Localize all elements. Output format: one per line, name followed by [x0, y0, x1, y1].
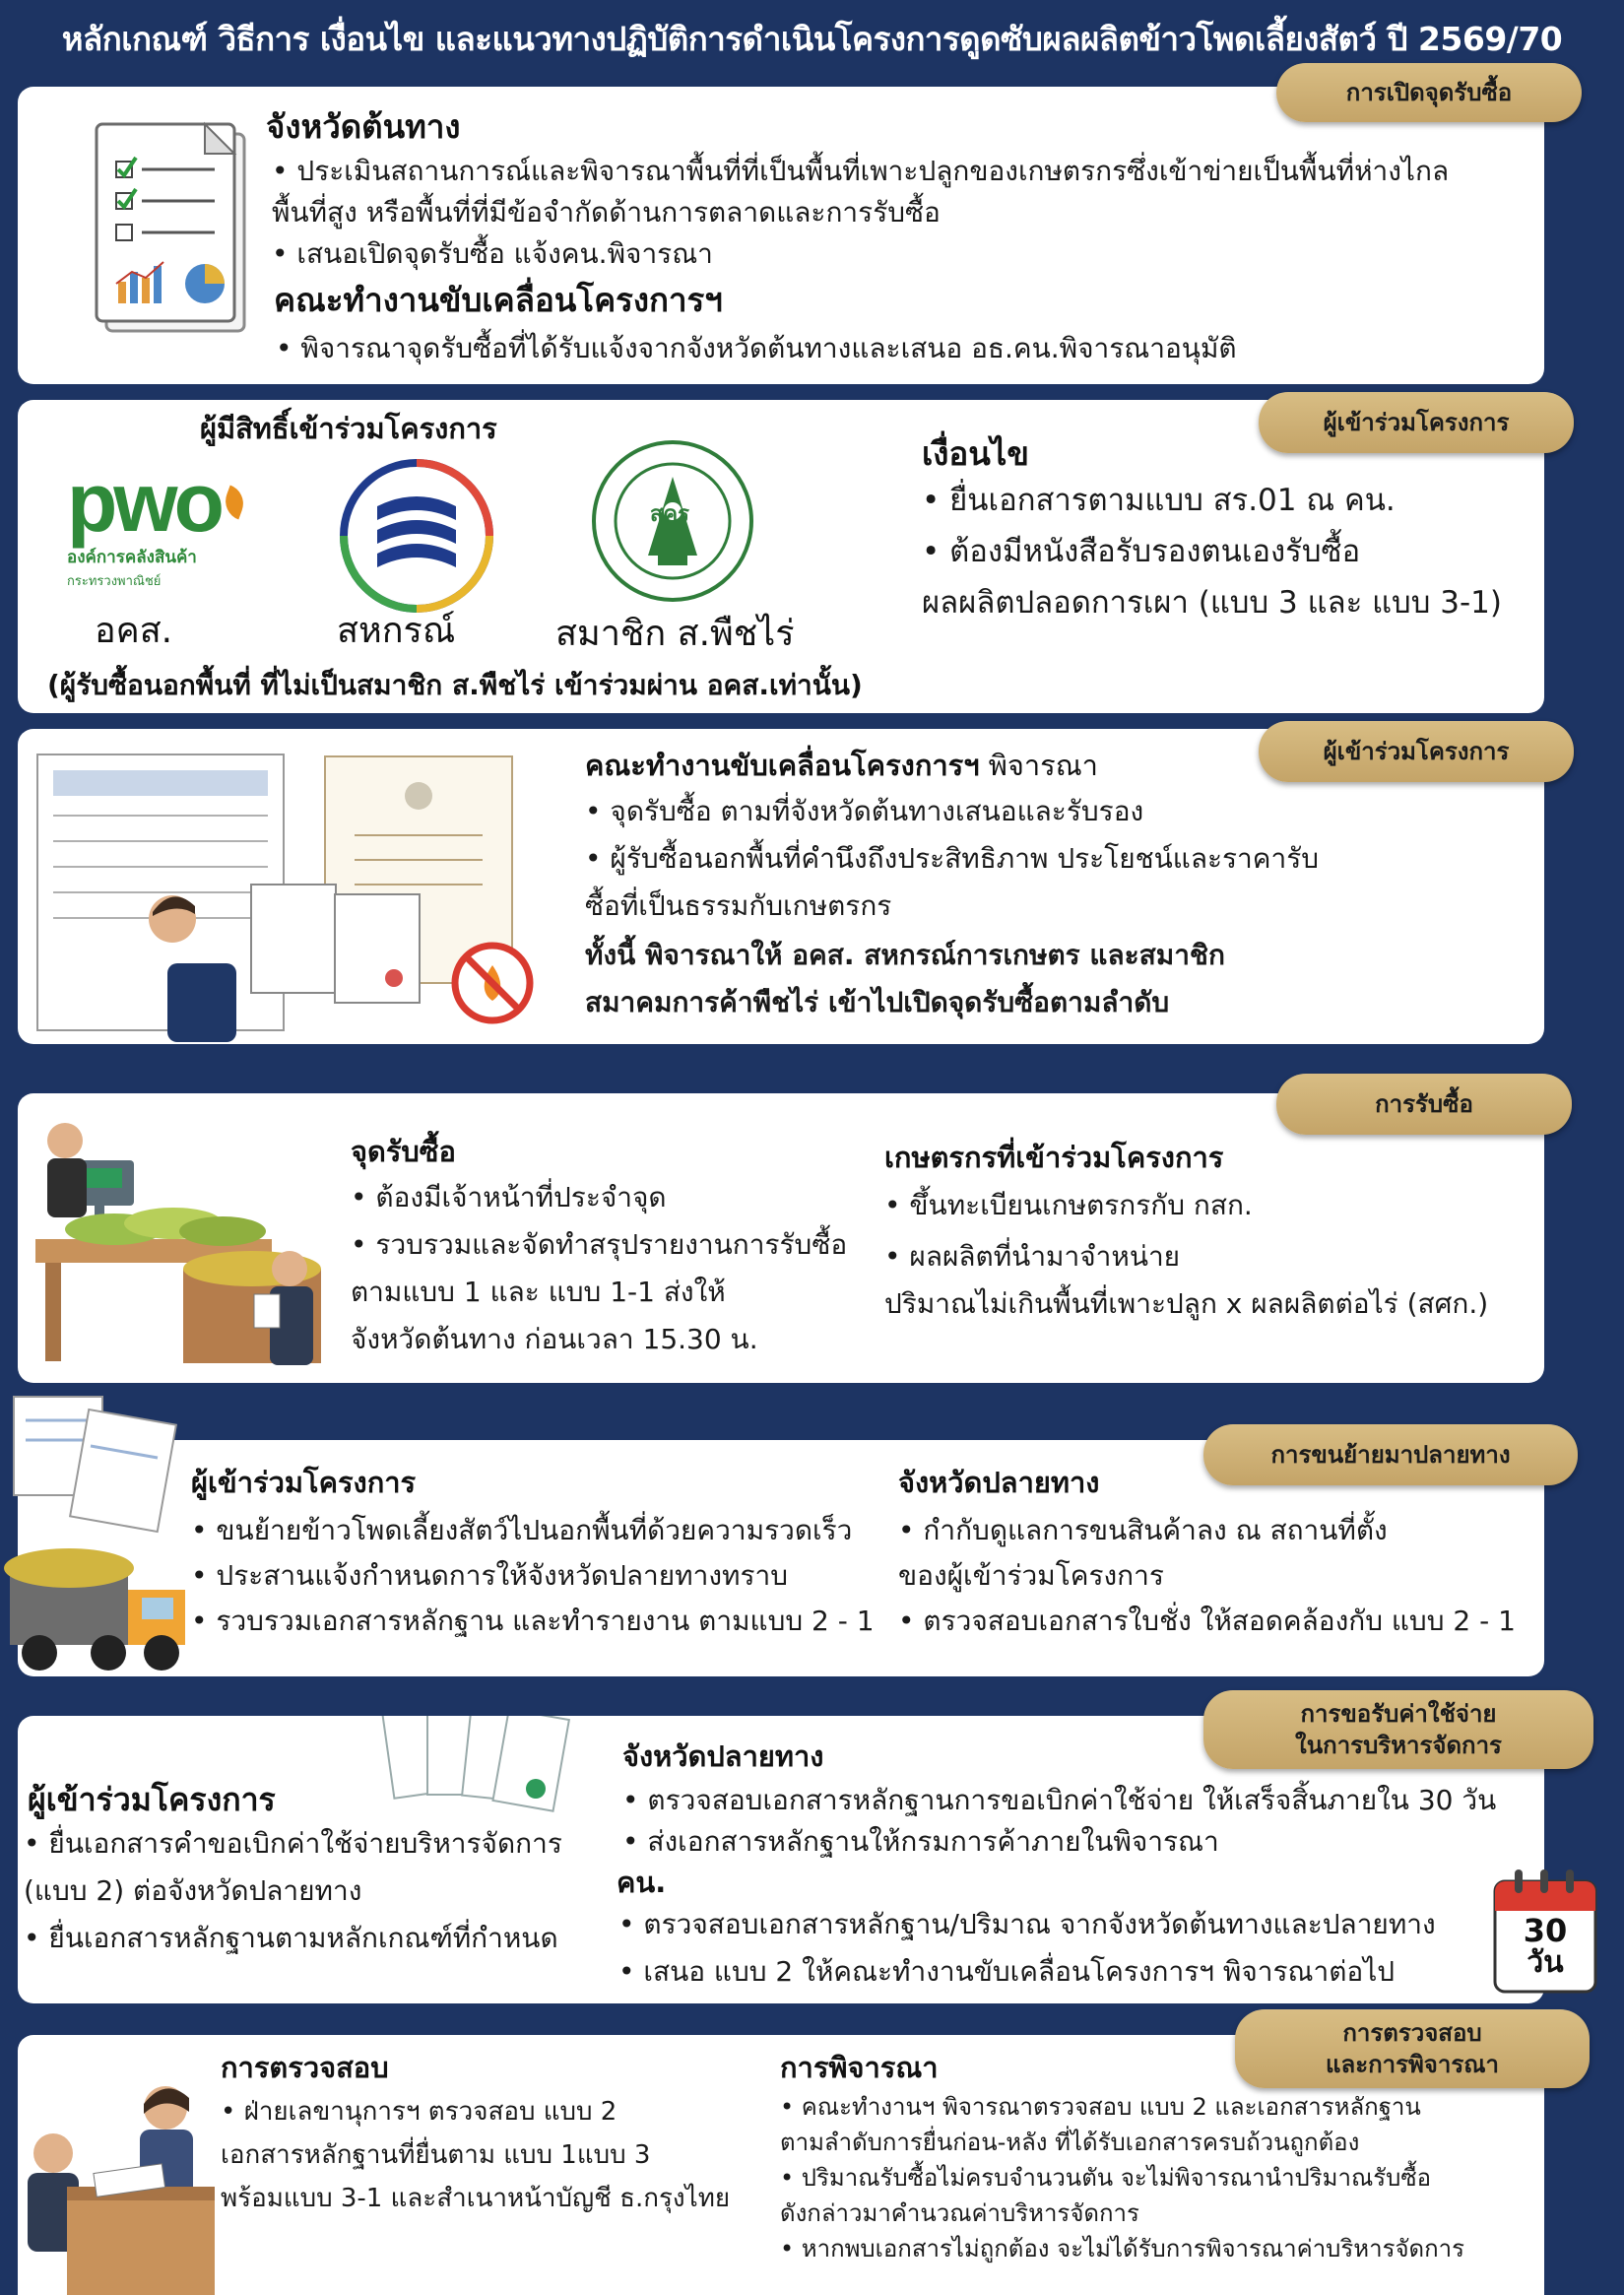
page-title: หลักเกณฑ์ วิธีการ เงื่อนไข และแนวทางปฏิบัติการดำเนินโครงการดูดซับผลผลิตข้าวโพดเลี้ยงสัตว์ ปี 2569/70: [61, 19, 1563, 58]
badge-management-cost-line2: ในการบริหารจัดการ: [1295, 1732, 1502, 1759]
inspection-1c: พร้อมแบบ 3-1 และสำเนาหน้าบัญชี ธ.กรุงไทย: [221, 2184, 731, 2213]
inspection-1: • ฝ่ายเลขานุการฯ ตรวจสอบ แบบ 2: [221, 2097, 617, 2127]
consideration-2: • ปริมาณรับซื้อไม่ครบจำนวนตัน จะไม่พิจารณานำปริมาณรับซื้อ: [780, 2164, 1432, 2192]
section-open-purchase-point: [18, 87, 1544, 384]
section3-heading-bold: คณะทำงานขับเคลื่อนโครงการฯ: [585, 749, 980, 782]
cost-right-2: • ส่งเอกสารหลักฐานให้กรมการค้าภายในพิจารณา: [622, 1825, 1219, 1858]
inspection-heading: การตรวจสอบ: [221, 2051, 389, 2084]
cost-right-1: • ตรวจสอบเอกสารหลักฐานการขอเบิกค่าใช้จ่าย ให้เสร็จสิ้นภายใน 30 วัน: [622, 1784, 1497, 1816]
badge-transport: การขนย้ายมาปลายทาง: [1203, 1424, 1578, 1485]
calendar-unit: วัน: [1527, 1945, 1564, 1980]
purchase-point-illustration: [26, 1121, 351, 1379]
condition-2b: ผลผลิตปลอดการเผา (แบบ 3 และ แบบ 3-1): [922, 585, 1502, 621]
section1-bullet3: • พิจารณาจุดรับซื้อที่ได้รับแจ้งจากจังหวัดต้นทางและเสนอ อธ.คน.พิจารณาอนุมัติ: [276, 332, 1237, 364]
transport-right-heading: จังหวัดปลายทาง: [898, 1466, 1100, 1499]
section3-bold2: สมาคมการค้าพืชไร่ เข้าไปเปิดจุดรับซื้อตามลำดับ: [585, 986, 1170, 1018]
leaf-icon: [220, 485, 248, 519]
transport-left-heading: ผู้เข้าร่วมโครงการ: [191, 1466, 417, 1499]
eligible-heading: ผู้มีสิทธิ์เข้าร่วมโครงการ: [200, 412, 497, 445]
transport-left-1: • ขนย้ายข้าวโพดเลี้ยงสัตว์ไปนอกพื้นที่ด้วยความรวดเร็ว: [191, 1514, 853, 1546]
consideration-3: • หากพบเอกสารไม่ถูกต้อง จะไม่ได้รับการพิจารณาค่าบริหารจัดการ: [780, 2235, 1465, 2262]
purchase-point-1: • ต้องมีเจ้าหน้าที่ประจำจุด: [351, 1181, 667, 1213]
consideration-2b: ดังกล่าวมาคำนวณค่าบริหารจัดการ: [780, 2199, 1139, 2227]
section-purchasing: [18, 1093, 1544, 1383]
transport-right-1: • กำกับดูแลการขนสินค้าลง ณ สถานที่ตั้ง: [898, 1514, 1388, 1546]
cooperative-logo: [338, 457, 495, 615]
purchase-point-2b: ตามแบบ 1 และ แบบ 1-1 ส่งให้: [351, 1276, 726, 1308]
inspection-1b: เอกสารหลักฐานที่ยื่นตาม แบบ 1แบบ 3: [221, 2140, 651, 2170]
section3-bullet2: • ผู้รับซื้อนอกพื้นที่คำนึงถึงประสิทธิภาพ ประโยชน์และราคารับ: [585, 842, 1320, 875]
transport-right-2: • ตรวจสอบเอกสารใบชั่ง ให้สอดคล้องกับ แบบ 2 - 1: [898, 1605, 1516, 1637]
cost-kn-heading: คน.: [617, 1866, 667, 1899]
section3-bullet1: • จุดรับซื้อ ตามที่จังหวัดต้นทางเสนอและรับรอง: [585, 795, 1144, 827]
inspection-illustration: [18, 2068, 225, 2295]
consideration-1: • คณะทำงานฯ พิจารณาตรวจสอบ แบบ 2 และเอกสารหลักฐาน: [780, 2093, 1421, 2121]
conditions-heading: เงื่อนไข: [922, 434, 1029, 473]
purchase-point-2: • รวบรวมและจัดทำสรุปรายงานการรับซื้อ: [351, 1228, 848, 1261]
section1-heading: จังหวัดต้นทาง: [266, 107, 461, 146]
condition-1: • ยื่นเอกสารตามแบบ สร.01 ณ คน.: [922, 483, 1396, 518]
pwo-logo-sub2: กระทรวงพาณิชย์: [67, 574, 162, 589]
label-cooperative: สหกรณ์: [337, 611, 456, 651]
label-field-crops-member: สมาชิก ส.พืชไร่: [555, 614, 795, 654]
purchase-point-2c: จังหวัดต้นทาง ก่อนเวลา 15.30 น.: [351, 1323, 758, 1355]
section1-bullet1b: พื้นที่สูง หรือพื้นที่ที่มีข้อจำกัดด้านการตลาดและการรับซื้อ: [272, 196, 941, 229]
documents-review-illustration: [30, 747, 581, 1042]
documents-stack-icon: [378, 1716, 575, 1820]
badge-participants-2: ผู้เข้าร่วมโครงการ: [1259, 721, 1574, 782]
badge-management-cost: [1203, 1690, 1593, 1769]
badge-purchasing: การรับซื้อ: [1276, 1074, 1572, 1135]
badge-open-purchase: การเปิดจุดรับซื้อ: [1276, 63, 1582, 122]
purchase-point-heading: จุดรับซื้อ: [351, 1135, 456, 1168]
transport-truck-illustration: [0, 1387, 197, 1692]
cost-left-1: • ยื่นเอกสารคำขอเบิกค่าใช้จ่ายบริหารจัดการ: [24, 1827, 562, 1860]
condition-2: • ต้องมีหนังสือรับรองตนเองรับซื้อ: [922, 534, 1361, 569]
calendar-number: 30: [1523, 1912, 1568, 1949]
badge-inspection-line1: การตรวจสอบ: [1342, 2018, 1482, 2047]
consideration-1b: ตามลำดับการยื่นก่อน-หลัง ที่ได้รับเอกสารครบถ้วนถูกต้อง: [780, 2129, 1360, 2156]
farmers-2b: ปริมาณไม่เกินพื้นที่เพาะปลูก x ผลผลิตต่อไร่ (สศก.): [884, 1287, 1489, 1320]
pwo-logo-sub1: องค์การคลังสินค้า: [67, 548, 197, 567]
badge-inspection: [1235, 2009, 1590, 2088]
section1-bullet1: • ประเมินสถานการณ์และพิจารณาพื้นที่ที่เป็นพื้นที่เพาะปลูกของเกษตรกรซึ่งเข้าข่ายเป็นพื้นที่ห่างไกล: [272, 155, 1450, 187]
badge-management-cost-line1: การขอรับค่าใช้จ่าย: [1300, 1699, 1497, 1728]
farmers-2: • ผลผลิตที่นำมาจำหน่าย: [884, 1240, 1181, 1273]
pwo-logo: [67, 456, 293, 591]
badge-inspection-line2: และการพิจารณา: [1326, 2051, 1499, 2078]
cost-right-heading: จังหวัดปลายทาง: [622, 1739, 824, 1773]
section1-bullet2: • เสนอเปิดจุดรับซื้อ แจ้งคน.พิจารณา: [272, 237, 713, 270]
section3-heading: [585, 743, 1098, 788]
farmers-heading: เกษตรกรที่เข้าร่วมโครงการ: [884, 1141, 1224, 1174]
cost-left-heading: ผู้เข้าร่วมโครงการ: [28, 1781, 276, 1818]
section3-bullet2b: ซื้อที่เป็นธรรมกับเกษตรกร: [585, 889, 892, 922]
badge-participants: ผู้เข้าร่วมโครงการ: [1259, 392, 1574, 453]
participants-note: (ผู้รับซื้อนอกพื้นที่ ที่ไม่เป็นสมาชิก ส.พืชไร่ เข้าร่วมผ่าน อคส.เท่านั้น): [47, 669, 863, 701]
transport-left-2: • ประสานแจ้งกำหนดการให้จังหวัดปลายทางทราบ: [191, 1559, 788, 1592]
consideration-heading: การพิจารณา: [780, 2051, 939, 2084]
pwo-logo-text: pwo: [67, 456, 221, 549]
transport-right-1b: ของผู้เข้าร่วมโครงการ: [898, 1559, 1164, 1592]
checklist-report-icon: [87, 114, 264, 341]
section3-heading-tail: พิจารณา: [979, 749, 1098, 782]
cost-kn-2: • เสนอ แบบ 2 ให้คณะทำงานขับเคลื่อนโครงการฯ พิจารณาต่อไป: [618, 1955, 1396, 1988]
cost-left-1b: (แบบ 2) ต่อจังหวัดปลายทาง: [24, 1874, 362, 1907]
section3-bold1: ทั้งนี้ พิจารณาให้ อคส. สหกรณ์การเกษตร และสมาชิก: [585, 939, 1225, 971]
label-pwo: อคส.: [95, 611, 173, 651]
section1-heading2: คณะทำงานขับเคลื่อนโครงการฯ: [274, 281, 723, 319]
transport-left-3: • รวบรวมเอกสารหลักฐาน และทำรายงาน ตามแบบ 2 - 1: [191, 1605, 875, 1637]
cost-left-2: • ยื่นเอกสารหลักฐานตามหลักเกณฑ์ที่กำหนด: [24, 1922, 558, 1954]
calendar-icon: [1491, 1868, 1599, 1996]
cost-kn-1: • ตรวจสอบเอกสารหลักฐาน/ปริมาณ จากจังหวัดต้นทางและปลายทาง: [618, 1908, 1436, 1940]
field-crops-logo-text: สคร: [650, 502, 689, 527]
farmers-1: • ขึ้นทะเบียนเกษตรกรกับ กสก.: [884, 1189, 1253, 1221]
